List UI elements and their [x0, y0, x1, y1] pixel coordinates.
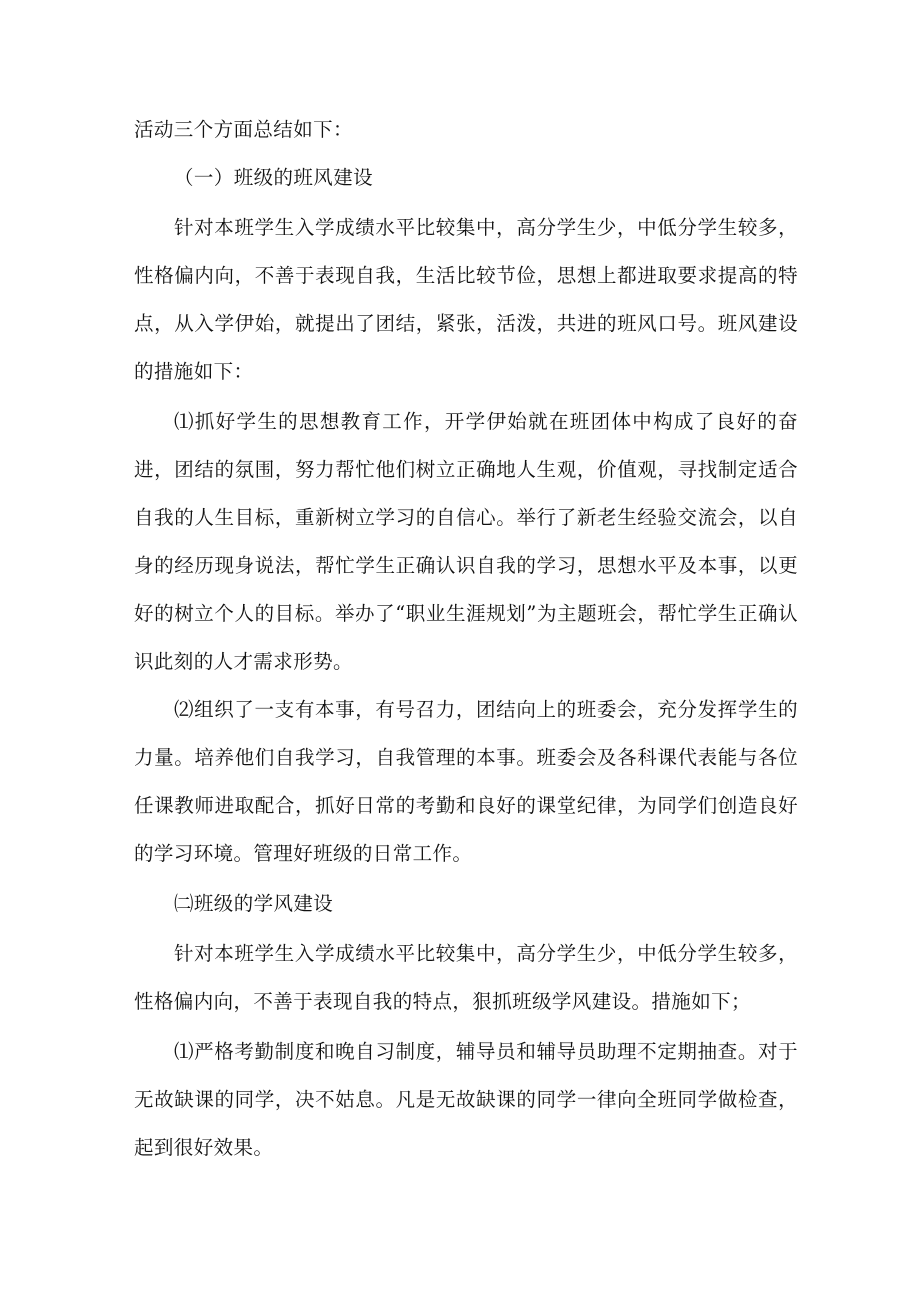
- section-heading-1: （一）班级的班风建设: [174, 166, 374, 189]
- paragraph-study-spirit: 针对本班学生入学成绩水平比较集中，高分学生少，中低分学生较多，性格偏内向，不善于表现自我的特点，狠抓班级学风建设。措施如下；: [134, 942, 798, 1013]
- paragraph-item-1: ⑴抓好学生的思想教育工作，开学伊始就在班团体中构成了良好的奋进，团结的氛围，努力帮忙他们树立正确地人生观，价值观，寻找制定适合自我的人生目标，重新树立学习的自信心。举行了新老生经验交流会，以自身的经历现身说法，帮忙学生正确认识自我的学习，思想水平及本事，以更好的树立个人的目标。举办了“职业生涯规划”为主题班会，帮忙学生正确认识此刻的人才需求形势。: [134, 410, 798, 673]
- paragraph-study-item-1: ⑴严格考勤制度和晚自习制度，辅导员和辅导员助理不定期抽查。对于无故缺课的同学，决不姑息。凡是无故缺课的同学一律向全班同学做检查，起到很好效果。: [134, 1040, 798, 1159]
- intro-line: 活动三个方面总结如下：: [134, 118, 353, 141]
- paragraph-class-spirit: 针对本班学生入学成绩水平比较集中，高分学生少，中低分学生较多，性格偏内向，不善于表现自我，生活比较节俭，思想上都进取要求提高的特点，从入学伊始，就提出了团结，紧张，活泼，共进的班风口号。班风建设的措施如下：: [134, 216, 798, 383]
- paragraph-item-2: ⑵组织了一支有本事，有号召力，团结向上的班委会，充分发挥学生的力量。培养他们自我学习，自我管理的本事。班委会及各科课代表能与各位任课教师进取配合，抓好日常的考勤和良好的课堂纪律，为同学们创造良好的学习环境。管理好班级的日常工作。: [134, 698, 798, 865]
- section-heading-2: ㈡班级的学风建设: [174, 892, 334, 915]
